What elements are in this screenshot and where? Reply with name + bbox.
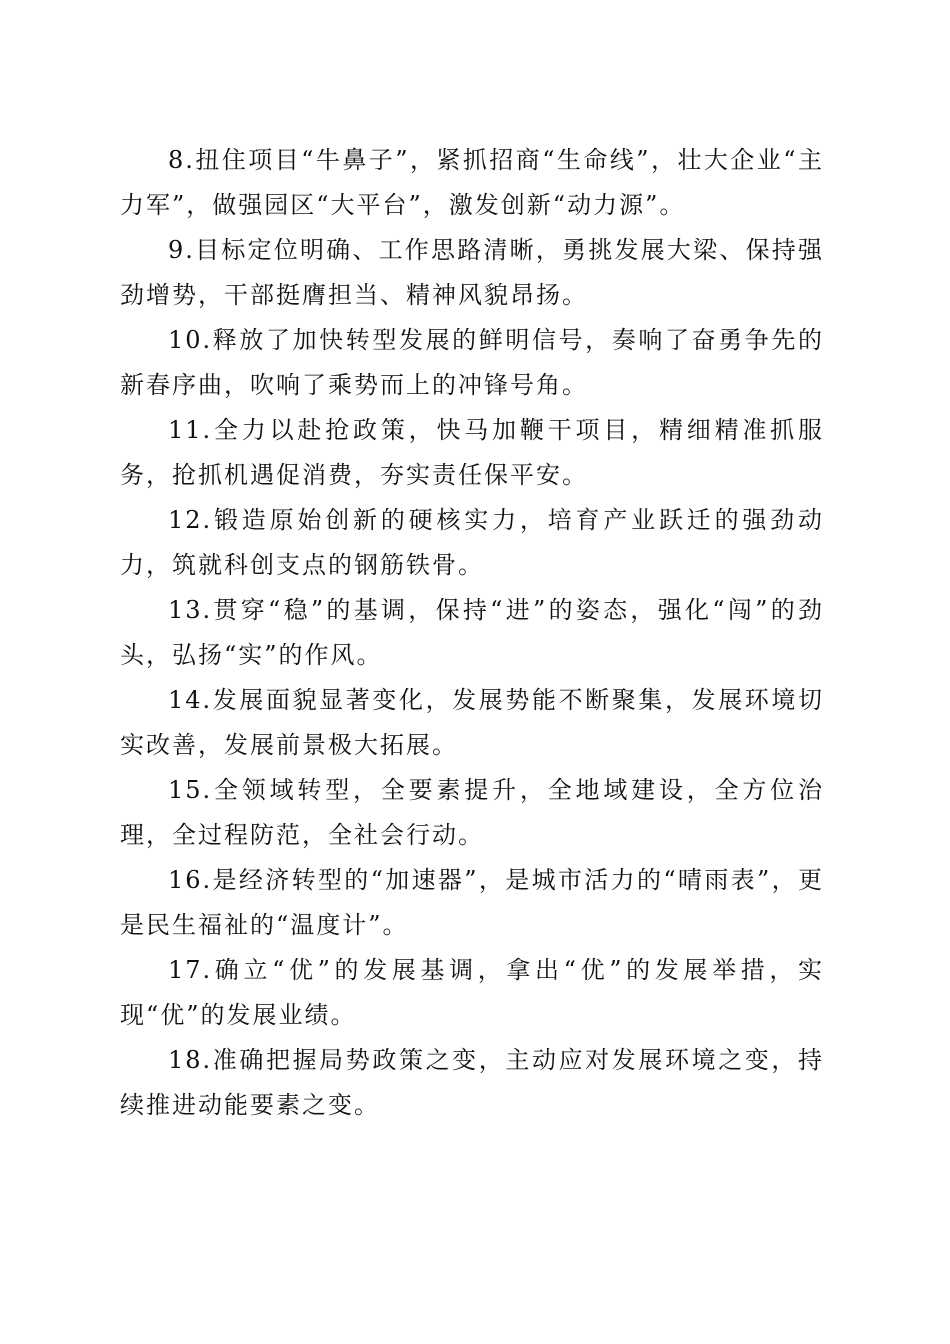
list-item-11: 11.全力以赴抢政策，快马加鞭干项目，精细精准抓服务，抢抓机遇促消费，夯实责任保平安。 xyxy=(120,416,824,489)
list-item-15: 15.全领域转型，全要素提升，全地域建设，全方位治理，全过程防范，全社会行动。 xyxy=(120,776,824,849)
list-item-9: 9.目标定位明确、工作思路清晰，勇挑发展大梁、保持强劲增势，干部挺膺担当、精神风貌昂扬。 xyxy=(120,236,824,309)
document-body xyxy=(120,138,824,1128)
list-item-13: 13.贯穿“稳”的基调，保持“进”的姿态，强化“闯”的劲头，弘扬“实”的作风。 xyxy=(120,596,824,669)
list-item-10: 10.释放了加快转型发展的鲜明信号，奏响了奋勇争先的新春序曲，吹响了乘势而上的冲锋号角。 xyxy=(120,326,824,399)
list-item-12: 12.锻造原始创新的硬核实力，培育产业跃迁的强劲动力，筑就科创支点的钢筋铁骨。 xyxy=(120,506,824,579)
list-item-8: 8.扭住项目“牛鼻子”，紧抓招商“生命线”，壮大企业“主力军”，做强园区“大平台”，激发创新“动力源”。 xyxy=(120,146,824,219)
list-item-16: 16.是经济转型的“加速器”，是城市活力的“晴雨表”，更是民生福祉的“温度计”。 xyxy=(120,866,824,939)
list-item-14: 14.发展面貌显著变化，发展势能不断聚集，发展环境切实改善，发展前景极大拓展。 xyxy=(120,686,824,759)
list-item-17: 17.确立“优”的发展基调，拿出“优”的发展举措，实现“优”的发展业绩。 xyxy=(120,956,824,1029)
list-item-18: 18.准确把握局势政策之变，主动应对发展环境之变，持续推进动能要素之变。 xyxy=(120,1046,824,1119)
